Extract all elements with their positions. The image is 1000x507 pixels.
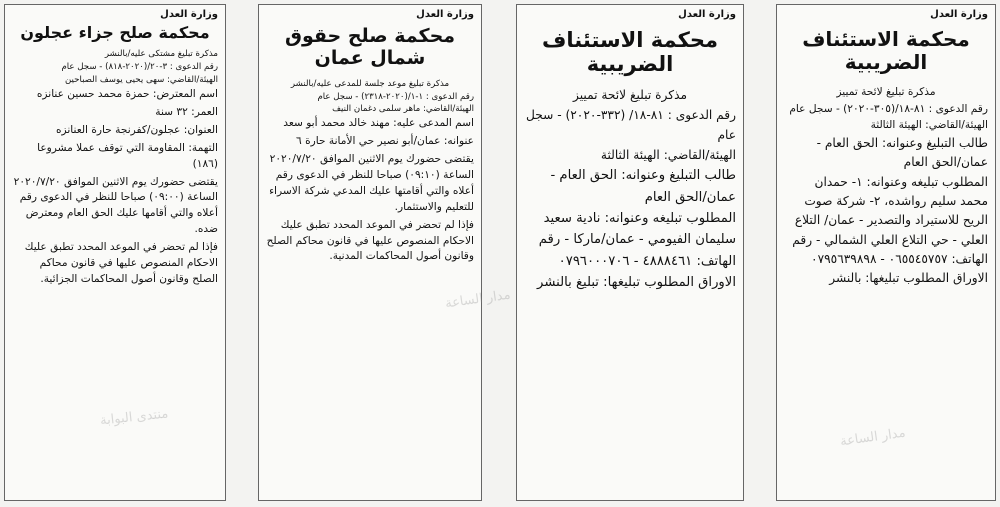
memo-type: مذكرة تبليغ لائحة تمييز (573, 88, 687, 103)
notice-tax-appeal-305 (776, 4, 996, 501)
address: عنوانه: عمان/أبو نصير حي الأمانة حارة ٦ (296, 135, 474, 148)
memo-type: مذكرة تبليغ لائحة تمييز (836, 86, 936, 98)
ministry-label: وزارة العدل (416, 9, 474, 20)
notice-warning: فإذا لم تحضر في الموعد المحدد تطبق عليك الاحكام المنصوص عليها في قانون محاكم الصلح وقانون أصول المحاكمات الجزائية. (24, 241, 218, 285)
watermark: مدار الساعة (839, 425, 907, 450)
memo-type: مذكرة تبليغ موعد جلسة للمدعى عليه/بالنشر (290, 78, 450, 89)
court-title: محكمة الاستئناف الضريبية (802, 27, 970, 74)
panel-judge: الهيئة/القاضي: ماهر سلمى دغمان النيف (332, 104, 474, 115)
notice-ajloun-penal (4, 4, 226, 501)
panel-judge: الهيئة/القاضي: الهيئة الثالثة (870, 119, 988, 132)
case-number: رقم الدعوى : ٣-٢٠/(٢٠٢٠-٨١٨) - سجل عام (61, 62, 218, 73)
case-number: رقم الدعوى : ١-١/(٢٠٢٠-٢٣١٨) - سجل عام (317, 91, 474, 102)
watermark: مدار الساعة (444, 287, 512, 312)
notify-target: المطلوب تبليغه وعنوانه: نادية سعيد سليمان الفيومي - عمان/ماركا - رقم الهاتف: ٤٨٨٨٤٦١ - ٠٧٩٦٠٠٠٧٠٦ (538, 211, 736, 269)
ministry-label: وزارة العدل (160, 9, 218, 20)
watermark: منتدى البوابة (99, 406, 169, 429)
panel-judge: الهيئة/القاضي: سهى يحيى يوسف الصباحين (65, 75, 218, 86)
charge: التهمة: المقاومة التي توقف عملا مشروعا (١٨٦) (37, 141, 218, 170)
address: العنوان: عجلون/كفرنجة حارة العنانزه (55, 123, 218, 136)
notice-tax-appeal-332 (516, 4, 744, 501)
court-title: محكمة صلح جزاء عجلون (20, 23, 210, 42)
age: العمر: ٣٢ سنة (155, 105, 218, 118)
ministry-label: وزارة العدل (930, 9, 988, 20)
case-number: رقم الدعوى : ٨١-١٨/ (٣٣٢-٢٠٢٠) - سجل عام (526, 108, 736, 142)
requester: طالب التبليغ وعنوانه: الحق العام - عمان/الحق العام (816, 136, 988, 170)
court-title: محكمة الاستئناف الضريبية (542, 28, 718, 77)
papers-to-serve: الاوراق المطلوب تبليغها: تبليغ بالنشر (537, 275, 736, 291)
notice-warning: فإذا لم تحضر في الموعد المحدد تطبق عليك الاحكام المنصوص عليها في قانون محاكم الصلح وقانون أصول المحاكمات المدنية. (266, 218, 474, 263)
memo-type: مذكرة تبليغ مشتكى عليه/بالنشر (104, 49, 218, 60)
notice-north-amman-civil (258, 4, 482, 501)
papers-to-serve: الاوراق المطلوب تبليغها: بالنشر (829, 271, 988, 286)
objector-name: اسم المعترض: حمزة محمد حسين عنانزه (36, 88, 218, 101)
requester: طالب التبليغ وعنوانه: الحق العام - عمان/الحق العام (550, 168, 736, 205)
ministry-label: وزارة العدل (678, 9, 736, 20)
court-title: محكمة صلح حقوق شمال عمان (284, 25, 456, 69)
notice-body: يقتضى حضورك يوم الاثنين الموافق ٢٠٢٠/٧/٢٠ الساعة (٠٩:١٠) صباحا للنظر في الدعوى رقم أعلاه والتي أقامتها عليك المدعي شركة الاسراء للتعليم والاستثمار. (269, 153, 474, 213)
panel-judge: الهيئة/القاضي: الهيئة الثالثة (600, 147, 736, 162)
case-number: رقم الدعوى : ٨١-١٨/(٣٠٥-٢٠٢٠) - سجل عام (789, 102, 988, 115)
notify-target: المطلوب تبليغه وعنوانه: ١- حمدان محمد سليم رواشده، ٢- شركة صوت الريح للاستيراد والتصدير - عمان/ التلاع العلي - حي التلاع العلي الشمالي - رقم الهاتف: ٠٦٥٥٤٥٧٥٧ - ٠٧٩٥٦٣٩٨٩٨ (792, 174, 988, 266)
defendant-name: اسم المدعى عليه: مهند خالد محمد أبو سعد (283, 117, 474, 130)
notice-body: يقتضى حضورك يوم الاثنين الموافق ٢٠٢٠/٧/٢٠ الساعة (٠٩:٠٠) صباحا للنظر في الدعوى رقم أعلاه والتي أقامها عليك الحق العام ومعترض ضده. (13, 175, 218, 236)
